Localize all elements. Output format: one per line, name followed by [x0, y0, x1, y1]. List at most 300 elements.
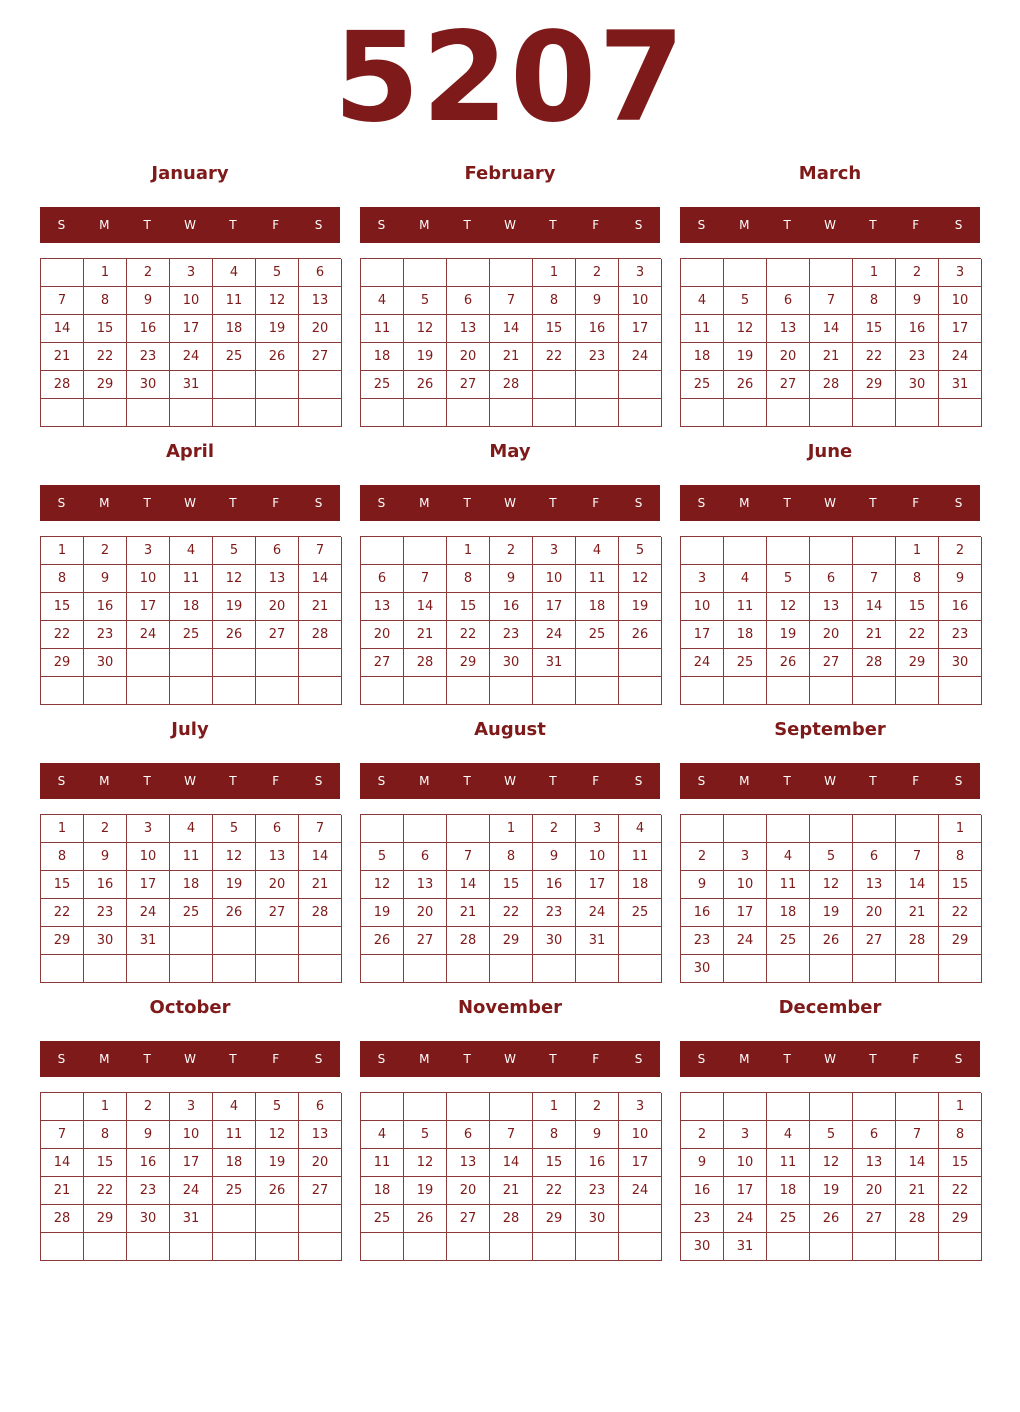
day-grid — [680, 1092, 981, 1261]
day-cell: 22 — [896, 621, 939, 649]
day-cell: 20 — [767, 343, 810, 371]
day-cell: 5 — [213, 537, 256, 565]
empty-day-cell — [767, 1093, 810, 1121]
day-cell: 27 — [767, 371, 810, 399]
day-cell: 28 — [41, 1205, 84, 1233]
day-cell: 13 — [256, 843, 299, 871]
empty-day-cell — [361, 1093, 404, 1121]
weekday-header — [40, 485, 340, 521]
day-cell: 3 — [619, 1093, 662, 1121]
empty-day-cell — [619, 677, 662, 705]
weekday-label: M — [419, 496, 430, 510]
empty-day-cell — [619, 649, 662, 677]
day-cell: 31 — [576, 927, 619, 955]
day-cell: 21 — [299, 871, 342, 899]
weekday-label: F — [272, 218, 280, 232]
empty-day-cell — [767, 399, 810, 427]
day-cell: 22 — [41, 621, 84, 649]
empty-day-cell — [939, 677, 982, 705]
day-cell: 19 — [213, 871, 256, 899]
empty-day-cell — [853, 955, 896, 983]
day-cell: 12 — [213, 565, 256, 593]
month-may — [360, 434, 660, 712]
day-cell: 3 — [681, 565, 724, 593]
empty-day-cell — [299, 927, 342, 955]
day-cell: 17 — [619, 1149, 662, 1177]
empty-day-cell — [256, 677, 299, 705]
day-cell: 10 — [724, 1149, 767, 1177]
day-cell: 11 — [170, 565, 213, 593]
day-cell: 23 — [127, 1177, 170, 1205]
empty-day-cell — [361, 537, 404, 565]
day-cell: 6 — [767, 287, 810, 315]
empty-day-cell — [576, 1233, 619, 1261]
day-cell: 4 — [767, 1121, 810, 1149]
month-title: June — [807, 441, 853, 462]
empty-day-cell — [490, 677, 533, 705]
empty-day-cell — [256, 399, 299, 427]
empty-day-cell — [767, 815, 810, 843]
day-cell: 29 — [41, 927, 84, 955]
empty-day-cell — [84, 955, 127, 983]
empty-day-cell — [896, 1233, 939, 1261]
day-cell: 23 — [681, 1205, 724, 1233]
day-cell: 24 — [939, 343, 982, 371]
day-cell: 23 — [533, 899, 576, 927]
day-cell: 25 — [724, 649, 767, 677]
day-cell: 3 — [576, 815, 619, 843]
empty-day-cell — [213, 1205, 256, 1233]
day-cell: 13 — [404, 871, 447, 899]
weekday-label: T — [783, 774, 791, 788]
day-cell: 15 — [939, 871, 982, 899]
day-cell: 17 — [576, 871, 619, 899]
weekday-label: W — [504, 218, 516, 232]
day-cell: 1 — [939, 1093, 982, 1121]
day-cell: 24 — [724, 1205, 767, 1233]
weekday-label: W — [504, 1052, 516, 1066]
day-cell: 22 — [447, 621, 490, 649]
day-cell: 25 — [170, 899, 213, 927]
day-cell: 18 — [681, 343, 724, 371]
day-cell: 17 — [724, 899, 767, 927]
day-cell: 8 — [896, 565, 939, 593]
empty-day-cell — [853, 1093, 896, 1121]
day-cell: 4 — [361, 1121, 404, 1149]
day-cell: 10 — [939, 287, 982, 315]
day-cell: 2 — [896, 259, 939, 287]
empty-day-cell — [576, 677, 619, 705]
empty-day-cell — [41, 259, 84, 287]
empty-day-cell — [41, 955, 84, 983]
day-cell: 24 — [619, 343, 662, 371]
weekday-label: M — [739, 496, 750, 510]
day-cell: 31 — [127, 927, 170, 955]
month-title: December — [778, 997, 882, 1018]
day-cell: 13 — [256, 565, 299, 593]
day-cell: 12 — [619, 565, 662, 593]
day-cell: 30 — [576, 1205, 619, 1233]
weekday-header — [680, 763, 980, 799]
month-july — [40, 712, 340, 990]
day-cell: 24 — [170, 343, 213, 371]
day-cell: 6 — [256, 537, 299, 565]
day-cell: 16 — [84, 593, 127, 621]
day-cell: 27 — [256, 899, 299, 927]
day-cell: 3 — [724, 1121, 767, 1149]
day-cell: 6 — [447, 287, 490, 315]
empty-day-cell — [256, 649, 299, 677]
day-cell: 5 — [724, 287, 767, 315]
day-cell: 13 — [767, 315, 810, 343]
empty-day-cell — [256, 371, 299, 399]
weekday-label: T — [869, 774, 877, 788]
empty-day-cell — [447, 815, 490, 843]
empty-day-cell — [447, 399, 490, 427]
day-cell: 26 — [213, 899, 256, 927]
day-cell: 2 — [84, 815, 127, 843]
day-cell: 25 — [767, 1205, 810, 1233]
day-cell: 13 — [853, 1149, 896, 1177]
empty-day-cell — [896, 1093, 939, 1121]
empty-day-cell — [41, 677, 84, 705]
day-cell: 4 — [361, 287, 404, 315]
day-cell: 28 — [896, 927, 939, 955]
day-cell: 13 — [361, 593, 404, 621]
empty-day-cell — [127, 955, 170, 983]
day-cell: 21 — [853, 621, 896, 649]
day-grid — [360, 814, 661, 983]
day-cell: 19 — [213, 593, 256, 621]
weekday-label: W — [504, 774, 516, 788]
empty-day-cell — [361, 677, 404, 705]
day-cell: 18 — [213, 315, 256, 343]
empty-day-cell — [127, 1233, 170, 1261]
day-cell: 3 — [619, 259, 662, 287]
empty-day-cell — [810, 259, 853, 287]
day-cell: 26 — [213, 621, 256, 649]
weekday-label: T — [549, 774, 557, 788]
day-cell: 3 — [533, 537, 576, 565]
empty-day-cell — [576, 955, 619, 983]
empty-day-cell — [724, 677, 767, 705]
empty-day-cell — [853, 399, 896, 427]
empty-day-cell — [853, 1233, 896, 1261]
weekday-label: F — [912, 496, 920, 510]
day-cell: 19 — [810, 1177, 853, 1205]
empty-day-cell — [404, 259, 447, 287]
day-cell: 12 — [810, 1149, 853, 1177]
empty-day-cell — [41, 1093, 84, 1121]
empty-day-cell — [299, 677, 342, 705]
day-cell: 2 — [127, 259, 170, 287]
day-cell: 25 — [361, 1205, 404, 1233]
day-cell: 14 — [896, 871, 939, 899]
empty-day-cell — [533, 955, 576, 983]
day-cell: 1 — [490, 815, 533, 843]
day-cell: 11 — [170, 843, 213, 871]
weekday-label: T — [549, 496, 557, 510]
day-cell: 26 — [256, 1177, 299, 1205]
day-cell: 24 — [576, 899, 619, 927]
day-cell: 14 — [490, 315, 533, 343]
day-cell: 21 — [41, 1177, 84, 1205]
day-cell: 8 — [84, 1121, 127, 1149]
empty-day-cell — [127, 649, 170, 677]
weekday-label: F — [272, 496, 280, 510]
weekday-label: W — [824, 1052, 836, 1066]
weekday-label: T — [783, 218, 791, 232]
day-cell: 3 — [127, 815, 170, 843]
day-cell: 7 — [896, 1121, 939, 1149]
calendar-year-title: 5207 — [333, 6, 687, 150]
weekday-label: T — [229, 496, 237, 510]
weekday-label: S — [954, 218, 963, 232]
empty-day-cell — [619, 927, 662, 955]
empty-day-cell — [896, 677, 939, 705]
day-cell: 31 — [533, 649, 576, 677]
day-cell: 20 — [256, 871, 299, 899]
empty-day-cell — [576, 371, 619, 399]
day-cell: 27 — [256, 621, 299, 649]
empty-day-cell — [404, 815, 447, 843]
day-cell: 24 — [724, 927, 767, 955]
day-cell: 27 — [810, 649, 853, 677]
day-cell: 23 — [681, 927, 724, 955]
empty-day-cell — [619, 399, 662, 427]
day-cell: 27 — [299, 343, 342, 371]
weekday-label: S — [57, 218, 66, 232]
weekday-label: W — [824, 774, 836, 788]
weekday-label: F — [592, 218, 600, 232]
day-cell: 13 — [853, 871, 896, 899]
day-cell: 7 — [404, 565, 447, 593]
empty-day-cell — [361, 259, 404, 287]
empty-day-cell — [681, 815, 724, 843]
weekday-label: T — [143, 496, 151, 510]
day-cell: 26 — [404, 371, 447, 399]
day-cell: 24 — [170, 1177, 213, 1205]
day-cell: 30 — [84, 927, 127, 955]
weekday-label: F — [912, 774, 920, 788]
weekday-label: S — [954, 1052, 963, 1066]
day-cell: 28 — [896, 1205, 939, 1233]
empty-day-cell — [84, 1233, 127, 1261]
weekday-label: S — [954, 774, 963, 788]
day-cell: 13 — [447, 315, 490, 343]
day-grid — [40, 258, 341, 427]
day-cell: 1 — [533, 1093, 576, 1121]
empty-day-cell — [939, 1233, 982, 1261]
weekday-label: T — [463, 774, 471, 788]
month-title: August — [474, 719, 546, 740]
day-cell: 21 — [404, 621, 447, 649]
month-august — [360, 712, 660, 990]
day-cell: 31 — [170, 1205, 213, 1233]
day-cell: 10 — [576, 843, 619, 871]
day-cell: 8 — [939, 1121, 982, 1149]
weekday-label: F — [592, 1052, 600, 1066]
day-cell: 9 — [681, 871, 724, 899]
day-cell: 19 — [256, 315, 299, 343]
empty-day-cell — [724, 537, 767, 565]
day-cell: 17 — [170, 315, 213, 343]
day-cell: 15 — [939, 1149, 982, 1177]
empty-day-cell — [299, 1205, 342, 1233]
empty-day-cell — [896, 955, 939, 983]
day-cell: 6 — [299, 1093, 342, 1121]
month-title: February — [464, 163, 556, 184]
weekday-label: T — [463, 1052, 471, 1066]
weekday-header — [680, 1041, 980, 1077]
empty-day-cell — [213, 371, 256, 399]
weekday-header — [40, 1041, 340, 1077]
day-cell: 18 — [170, 593, 213, 621]
empty-day-cell — [213, 955, 256, 983]
weekday-label: W — [184, 496, 196, 510]
empty-day-cell — [810, 1093, 853, 1121]
empty-day-cell — [767, 537, 810, 565]
day-cell: 26 — [810, 927, 853, 955]
day-cell: 23 — [576, 1177, 619, 1205]
empty-day-cell — [41, 1233, 84, 1261]
day-cell: 6 — [361, 565, 404, 593]
day-grid — [40, 536, 341, 705]
day-cell: 9 — [490, 565, 533, 593]
day-cell: 1 — [41, 815, 84, 843]
day-cell: 9 — [84, 843, 127, 871]
day-cell: 19 — [810, 899, 853, 927]
day-cell: 25 — [170, 621, 213, 649]
weekday-header — [360, 207, 660, 243]
weekday-label: T — [143, 774, 151, 788]
weekday-label: M — [99, 496, 110, 510]
month-title: May — [489, 441, 531, 462]
empty-day-cell — [853, 537, 896, 565]
day-cell: 8 — [533, 287, 576, 315]
day-cell: 12 — [256, 1121, 299, 1149]
day-cell: 30 — [127, 371, 170, 399]
day-cell: 2 — [490, 537, 533, 565]
day-cell: 22 — [533, 1177, 576, 1205]
weekday-label: M — [99, 1052, 110, 1066]
day-cell: 20 — [299, 315, 342, 343]
day-cell: 20 — [853, 1177, 896, 1205]
day-cell: 27 — [404, 927, 447, 955]
empty-day-cell — [576, 399, 619, 427]
day-cell: 14 — [41, 1149, 84, 1177]
weekday-label: S — [377, 1052, 386, 1066]
day-cell: 17 — [619, 315, 662, 343]
day-cell: 21 — [896, 899, 939, 927]
day-cell: 13 — [447, 1149, 490, 1177]
day-cell: 24 — [681, 649, 724, 677]
empty-day-cell — [681, 399, 724, 427]
day-cell: 20 — [810, 621, 853, 649]
day-cell: 5 — [810, 1121, 853, 1149]
weekday-label: S — [57, 774, 66, 788]
weekday-label: T — [229, 218, 237, 232]
empty-day-cell — [213, 649, 256, 677]
day-cell: 28 — [447, 927, 490, 955]
day-cell: 24 — [127, 621, 170, 649]
weekday-label: S — [314, 1052, 323, 1066]
weekday-label: W — [824, 496, 836, 510]
day-cell: 30 — [681, 955, 724, 983]
weekday-label: F — [592, 496, 600, 510]
day-cell: 22 — [84, 1177, 127, 1205]
day-cell: 16 — [939, 593, 982, 621]
month-october — [40, 990, 340, 1268]
day-cell: 3 — [170, 259, 213, 287]
empty-day-cell — [170, 677, 213, 705]
day-cell: 6 — [256, 815, 299, 843]
day-cell: 29 — [533, 1205, 576, 1233]
day-cell: 9 — [896, 287, 939, 315]
day-cell: 14 — [896, 1149, 939, 1177]
day-cell: 6 — [299, 259, 342, 287]
day-cell: 13 — [810, 593, 853, 621]
day-cell: 2 — [681, 843, 724, 871]
day-grid — [360, 258, 661, 427]
day-cell: 29 — [490, 927, 533, 955]
day-cell: 11 — [767, 871, 810, 899]
day-cell: 19 — [767, 621, 810, 649]
day-cell: 11 — [361, 1149, 404, 1177]
empty-day-cell — [256, 927, 299, 955]
day-cell: 5 — [619, 537, 662, 565]
day-cell: 8 — [853, 287, 896, 315]
day-cell: 7 — [299, 815, 342, 843]
day-cell: 7 — [490, 1121, 533, 1149]
day-cell: 14 — [41, 315, 84, 343]
day-grid — [40, 1092, 341, 1261]
empty-day-cell — [41, 399, 84, 427]
day-cell: 21 — [490, 1177, 533, 1205]
day-cell: 10 — [127, 843, 170, 871]
day-cell: 5 — [361, 843, 404, 871]
day-cell: 2 — [576, 1093, 619, 1121]
empty-day-cell — [404, 1233, 447, 1261]
day-cell: 20 — [361, 621, 404, 649]
day-cell: 29 — [41, 649, 84, 677]
weekday-label: F — [912, 1052, 920, 1066]
empty-day-cell — [896, 815, 939, 843]
day-cell: 3 — [724, 843, 767, 871]
day-cell: 16 — [490, 593, 533, 621]
day-grid — [360, 536, 661, 705]
empty-day-cell — [810, 677, 853, 705]
day-cell: 20 — [299, 1149, 342, 1177]
empty-day-cell — [213, 927, 256, 955]
weekday-label: M — [419, 774, 430, 788]
day-cell: 22 — [853, 343, 896, 371]
empty-day-cell — [939, 399, 982, 427]
weekday-label: S — [697, 496, 706, 510]
day-cell: 11 — [576, 565, 619, 593]
weekday-label: M — [419, 218, 430, 232]
empty-day-cell — [490, 259, 533, 287]
weekday-label: F — [272, 774, 280, 788]
day-cell: 4 — [170, 537, 213, 565]
empty-day-cell — [767, 259, 810, 287]
weekday-label: S — [634, 1052, 643, 1066]
day-cell: 3 — [939, 259, 982, 287]
empty-day-cell — [170, 927, 213, 955]
day-cell: 25 — [767, 927, 810, 955]
empty-day-cell — [127, 677, 170, 705]
day-grid — [360, 1092, 661, 1261]
